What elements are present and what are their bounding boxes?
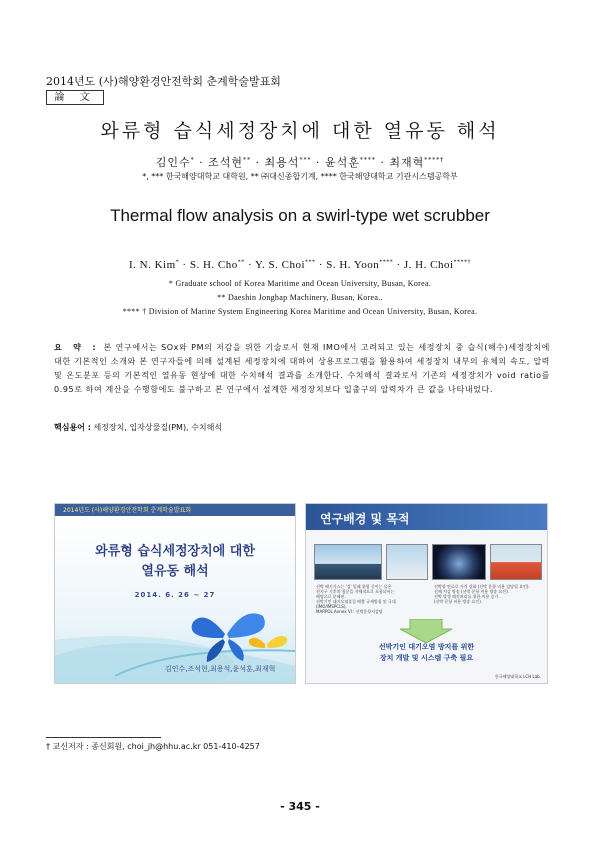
abstract-label: 요 약 : xyxy=(54,343,100,352)
author-name: 윤석훈 xyxy=(324,156,360,169)
author-name: 조석현 xyxy=(208,156,244,169)
english-affiliation: * Graduate school of Korea Maritime and Ocean University, Busan, Korea. xyxy=(168,279,432,288)
bullet-list-left: 선박 배기가스는 '검' 밀폐 위험 중이는 물은 전지구 기후치 침문을 자체적으로 포함되어는 해양으로 분해된. 선박기인 대기오염물질 배출 규제방침 및 극대 (IMO/IMSPCLS), MARPOL Annex VI : 선박운항저감탈 xyxy=(316,584,396,614)
author-name: 최재혁 xyxy=(389,156,425,169)
paper-type-tag: 論 文 xyxy=(46,90,104,105)
author-name: 김인수 xyxy=(155,156,191,169)
author-name: Y. S. Choi xyxy=(255,259,306,271)
author-name: S. H. Yoon xyxy=(326,259,380,271)
slide-header-bar: 2014년도 (사)해양환경안전학회 춘계학술발표회 xyxy=(55,504,295,516)
slide-conclusion: 선박기인 대기오염 방지를 위한 장치 개발 및 시스템 구축 필요 xyxy=(378,643,475,662)
english-authors: I. N. Kim* · S. H. Cho** · Y. S. Choi*** · S. H. Yoon**** · J. H. Choi****† xyxy=(128,259,472,271)
author-name: J. H. Choi xyxy=(403,259,454,271)
crew-photo xyxy=(490,544,542,580)
footnote-divider xyxy=(46,737,161,738)
korean-title: 와류형 습식세정장치에 대한 열유동 해석 xyxy=(100,120,500,142)
background-slide-image xyxy=(305,503,548,684)
conference-header: 2014년도 (사)해양환경안전학회 춘계학술발표회 xyxy=(46,75,281,88)
english-affiliation: ** Daeshin Jonghap Machinery, Busan, Korea.. xyxy=(217,293,383,302)
down-arrow-icon xyxy=(398,619,454,643)
bullet-list-right: 선박항 연료로 가격 강화 (선박 운항 비용 감당될 요인). 선체 저감 방송 (선박 운항 비용 방송 요인). 선박 발생 폐격처리를 위한 비용 증가 . (선박 운항 비용 방송 요인). xyxy=(434,584,530,604)
slide-title-line1: 와류형 습식세정장치에 대한 xyxy=(95,544,255,559)
abstract-text: 본 연구에서는 SOx와 PM의 저감을 위한 기술로서 현재 IMO에서 고려되고 있는 세정장치 중 습식(해수)세정장치에 대한 기본적인 소개와 본 연구자들에 의해 설계된 세정장치에 대하여 상용프로그램을 활용하여 세정장치 내부의 유체의 속도, 압력 및 온도분포 등의 기본적인 열유동 현상에 대한 수치해석 결과를 소개한다. 수치해석 결과로서 기존의 세정장치가 void ratio를 0.95로 하여 계산을 수행함에도 불구하고 본 연구에서 설계한 세정장치보다 입출구의 압력차가 큰 값을 나타내었다. xyxy=(54,343,550,394)
slide-date: 2014. 6. 26 ~ 27 xyxy=(134,591,216,599)
keywords xyxy=(54,422,222,433)
slide-authors: 김인수,조석현,최용석,윤석훈,최재혁 xyxy=(165,665,276,673)
title-slide-image xyxy=(54,503,296,684)
page-number: - 345 - xyxy=(280,800,320,813)
korean-affiliations: *, *** 한국해양대학교 대학원, ** ㈜대신종합기계, **** 한국해양대학교 기관시스템공학부 xyxy=(142,172,458,181)
author-name: I. N. Kim xyxy=(128,259,176,271)
ship-photo xyxy=(386,544,428,580)
author-name: S. H. Cho xyxy=(189,259,238,271)
butterfly-icon xyxy=(185,604,295,664)
keywords-text: 세정장치, 입자상물질(PM), 수치해석 xyxy=(93,423,223,432)
author-name: 최용석 xyxy=(264,156,300,169)
keywords-label: 핵심용어 : xyxy=(54,423,91,432)
slide-title-line2: 열유동 해석 xyxy=(141,564,209,579)
ship-photo xyxy=(314,544,382,580)
korean-authors: 김인수* · 조석현** · 최용석*** · 윤석훈**** · 최재혁****† xyxy=(155,156,445,169)
corresponding-author-footnote: † 교신저자 : 종신회원, choi_jh@hhu.ac.kr 051-410-4257 xyxy=(46,742,260,751)
abstract xyxy=(54,341,550,397)
globe-photo xyxy=(432,544,486,580)
english-title: Thermal flow analysis on a swirl-type wet scrubber xyxy=(110,206,490,225)
slide-footer-logo: 한국해양대학교 LCH Lab. xyxy=(494,674,541,679)
slide-header-bar: 연구배경 및 목적 xyxy=(306,504,547,530)
english-affiliation: **** † Division of Marine System Engineering Korea Maritime and Ocean University, Busan, Korea. xyxy=(122,307,478,316)
